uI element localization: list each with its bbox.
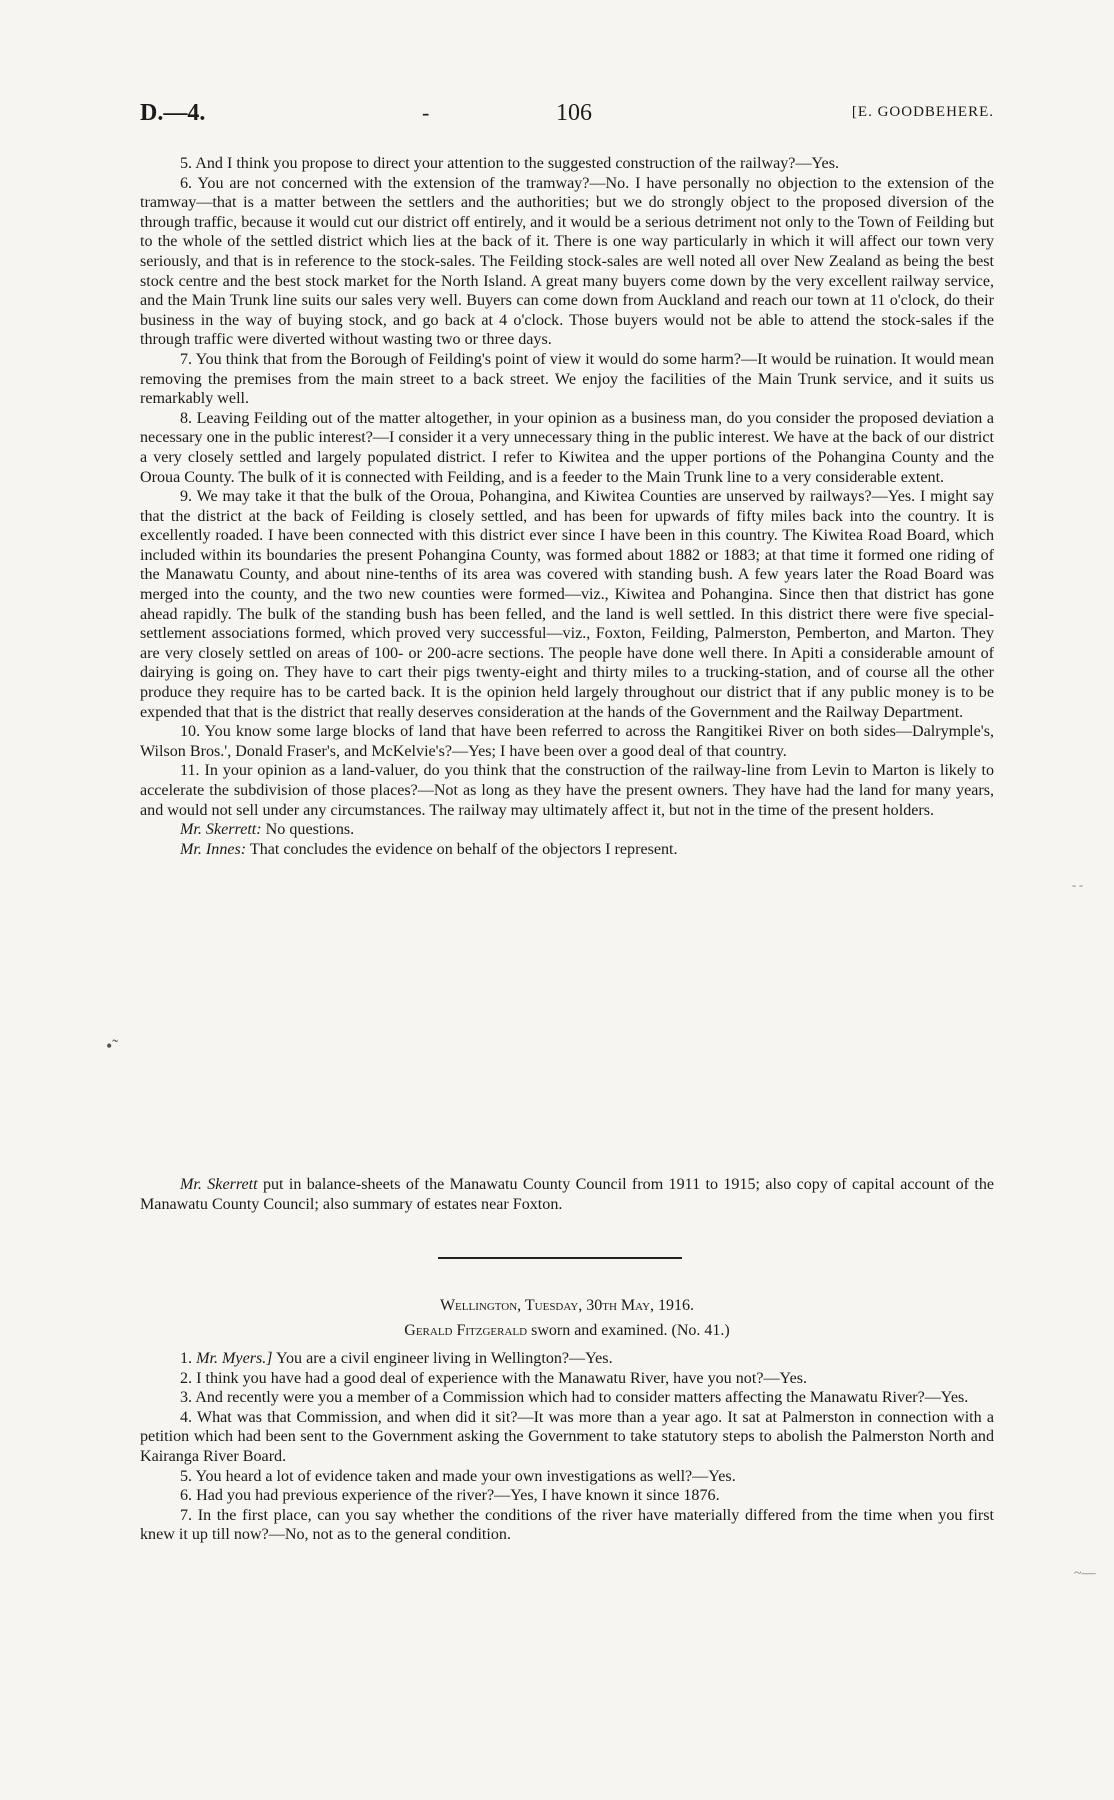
- witness-name: Gerald Fitzgerald: [404, 1322, 528, 1339]
- skerrett-remark: [140, 820, 994, 840]
- remark-text: That concludes the evidence on behalf of the objectors I represent.: [246, 840, 678, 858]
- note-text: put in balance-sheets of the Manawatu County Council from 1911 to 1915; also copy of capital account of the Manawatu County Council; also summary of estates near Foxton.: [140, 1176, 995, 1213]
- speaker-name: Mr. Innes:: [180, 840, 247, 858]
- innes-remark: [140, 840, 994, 860]
- header-dash: -: [422, 100, 430, 125]
- sworn-text: sworn and examined. (No. 41.): [527, 1322, 730, 1339]
- question-number: 1.: [180, 1350, 197, 1367]
- paragraph: 11. In your opinion as a land-valuer, do you think that the construction of the railway-line from Levin to Marton is likely to accelerate the subdivision of those places?—Not as long as they have the present owners. They have had the land for many years, and would not sell under any circumstances. The railway may ultimately affect it, but not in the time of the present holders.: [140, 762, 994, 819]
- paragraph: 5. And I think you propose to direct your attention to the suggested construction of the railway?—Yes.: [180, 155, 839, 172]
- page-header: [140, 100, 994, 134]
- margin-smudge-mark: •˜: [106, 1036, 119, 1056]
- margin-smudge-mark: - -: [1072, 878, 1083, 892]
- speaker-name: Mr. Skerrett:: [180, 821, 262, 839]
- paragraph: 8. Leaving Feilding out of the matter altogether, in your opinion as a business man, do you consider the proposed deviation a necessary one in the public interest?—I consider it a very unnecessary thing in the public interest. We have at the back of our district a very closely settled and largely populated district. I refer to Kiwitea and the upper portions of the Pohangina County and the Oroua County. The bulk of it is connected with Feilding, and is a feeder to the Main Trunk line to a very considerable extent.: [140, 409, 994, 486]
- document-reference: D.—4.: [140, 100, 206, 126]
- page-number: 106: [556, 100, 592, 126]
- paragraph: 3. And recently were you a member of a Commission which had to consider matters affecting the Manawatu River?—Yes.: [180, 1389, 969, 1407]
- paragraph: 5. You heard a lot of evidence taken and made your own investigations as well?—Yes.: [180, 1467, 736, 1485]
- session-date: Wellington, Tuesday, 30th May, 1916.: [439, 1297, 695, 1314]
- witness-name-header: [E. GOODBEHERE.: [851, 104, 994, 120]
- evidence-block-fitzgerald: [140, 1349, 994, 1545]
- section-divider: [438, 1257, 682, 1259]
- paragraph: 7. You think that from the Borough of Feilding's point of view it would do some harm?—It would be ruination. It would mean removing the premises from the main street to a back street. We enjoy the facilities of the Main Trunk service, and it suits us remarkably well.: [140, 350, 994, 408]
- remark-text: No questions.: [261, 821, 355, 839]
- balance-sheet-note: [140, 1175, 994, 1214]
- question-text: You are a civil engineer living in Wellington?—Yes.: [272, 1350, 613, 1367]
- speaker-name: Mr. Skerrett: [180, 1176, 258, 1193]
- paragraph: [140, 1349, 994, 1369]
- paragraph: [140, 1175, 994, 1214]
- paragraph: 6. Had you had previous experience of the river?—Yes, I have known it since 1876.: [180, 1487, 720, 1505]
- witness-sworn-line: [140, 1322, 994, 1340]
- paragraph: 6. You are not concerned with the extension of the tramway?—No. I have personally no objection to the extension of the tramway—that is a matter between the settlers and the authorities; but we do strongly object to the proposed diversion of the through traffic, because it would cut our district off entirely, and it would be a serious detriment not only to the Town of Feilding but to the whole of the settled district which lies at the back of it. There is one way particularly in which it will affect our town very seriously, and that is in reference to the stock-sales. The Feilding stock-sales are well noted all over New Zealand as being the best stock centre and the best stock market for the North Island. A great many buyers come down by the very excellent railway service, and the Main Trunk line suits our sales very well. Buyers can come down from Auckland and reach our town at 11 o'clock, do their business in the way of buying stock, and go back at 4 o'clock. Those buyers would not be able to attend the stock-sales if the through traffic were diverted without wasting two or three days.: [140, 174, 994, 349]
- paragraph: 10. You know some large blocks of land that have been referred to across the Rangitikei River on both sides—Dalrymple's, Wilson Bros.', Donald Fraser's, and McKelvie's?—Yes; I have been over a good deal of that country.: [140, 723, 994, 760]
- paragraph: 4. What was that Commission, and when did it sit?—It was more than a year ago. It sat at Palmerston in connection with a petition which had been sent to the Government asking the Government to take statutory steps to abolish the Palmerston North and Kairanga River Board.: [140, 1408, 994, 1465]
- margin-smudge-mark: ~—: [1074, 1566, 1096, 1581]
- speaker-name: Mr. Myers.]: [196, 1350, 273, 1367]
- paragraph: 9. We may take it that the bulk of the Oroua, Pohangina, and Kiwitea Counties are unserved by railways?—Yes. I might say that the district at the back of Feilding is closely settled, and has been for upwards of fifty miles back into the country. It is excellently roaded. I have been connected with this district ever since I have been in this country. The Kiwitea Road Board, which included within its boundaries the present Pohangina County, was formed about 1882 or 1883; at that time it formed one riding of the Manawatu County, and about nine-tenths of its area was covered with standing bush. A few years later the Road Board was merged into the county, and the two new counties were formed—viz., Kiwitea and Pohangina. Since then that district has gone ahead rapidly. The bulk of the standing bush has been felled, and the land is well settled. In this district there were five special-settlement associations formed, which proved very successful—viz., Foxton, Feilding, Palmerston, Pemberton, and Marton. They are very closely settled on areas of 100- or 200-acre sections. The people have done well there. In Apiti a considerable amount of dairying is going on. They have to cart their pigs twenty-eight and thirty miles to a trucking-station, and of course all the other produce they require has to be carted back. It is the opinion held largely throughout our district that if any public money is to be expended that that is the district that really deserves consideration at the hands of the Government and the Railway Department.: [140, 488, 994, 721]
- paragraph: 7. In the first place, can you say whether the conditions of the river have materially differed from the time when you first knew it up till now?—No, not as to the general condition.: [140, 1506, 994, 1544]
- paragraph: 2. I think you have had a good deal of experience with the Manawatu River, have you not?—Yes.: [180, 1369, 807, 1387]
- evidence-block-goodbehere: [140, 154, 994, 859]
